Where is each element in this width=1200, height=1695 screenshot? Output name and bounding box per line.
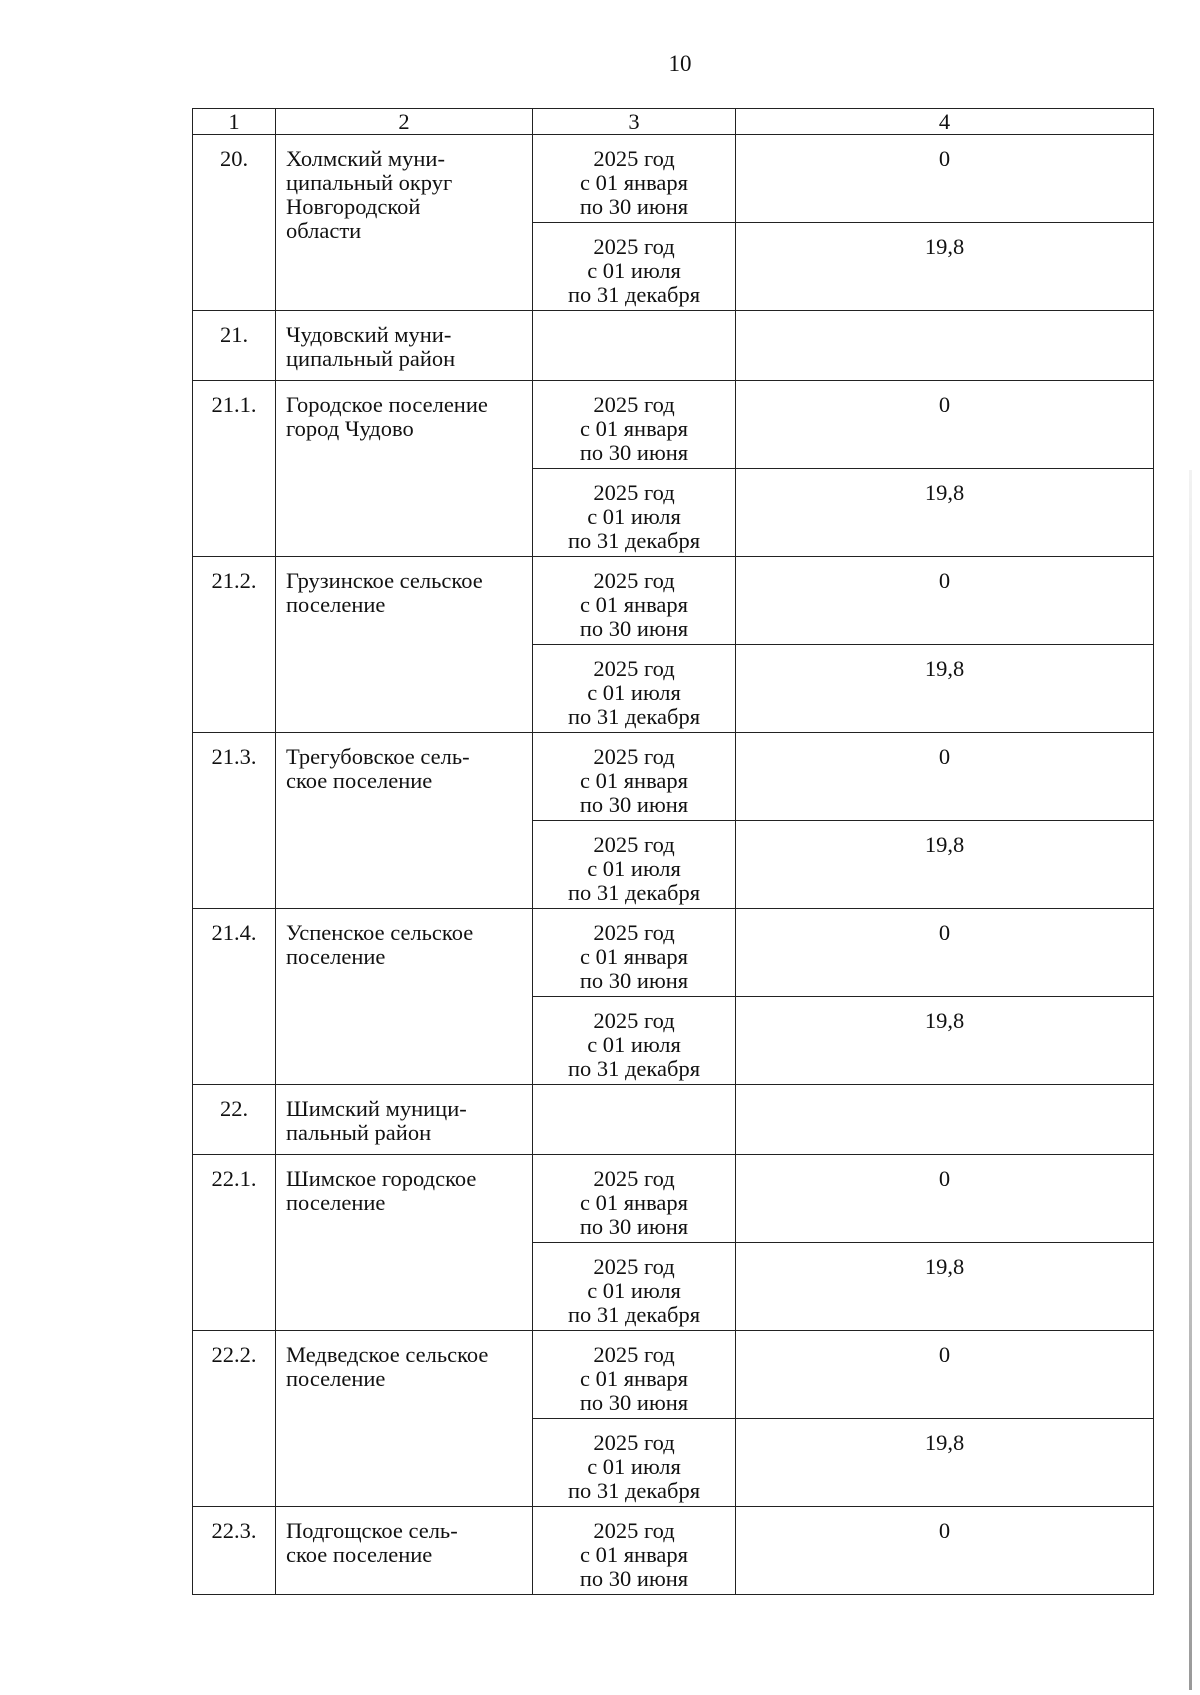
value-cell: 0 (736, 1155, 1154, 1243)
value-cell: 19,8 (736, 223, 1154, 311)
period-line: с 01 января (579, 1366, 689, 1391)
municipality-name-line: город Чудово (286, 416, 414, 441)
row-number-cell: 22.1. (193, 1155, 276, 1331)
table-header-row (193, 109, 1154, 135)
municipality-name-line: Чудовский муни- (286, 322, 452, 347)
period-line: по 31 декабря (567, 528, 701, 553)
period-cell (533, 469, 736, 557)
period-cell (533, 1243, 736, 1331)
row-number-cell: 22.3. (193, 1507, 276, 1595)
period-line: по 31 декабря (567, 1056, 701, 1081)
municipality-name-line: Новгородской (286, 194, 421, 219)
period-line: 2025 год (593, 480, 675, 505)
period-line: по 30 июня (579, 1390, 689, 1415)
period-line: 2025 год (593, 234, 675, 259)
municipality-name-line: Холмский муни- (286, 146, 445, 171)
period-line: с 01 января (579, 170, 689, 195)
table-row (193, 909, 1154, 997)
period-line: 2025 год (593, 1254, 675, 1279)
period-line: с 01 января (579, 944, 689, 969)
row-number-cell: 21.1. (193, 381, 276, 557)
municipality-name-line: ское поселение (286, 768, 433, 793)
period-cell (533, 1419, 736, 1507)
header-cell-3: 3 (533, 109, 736, 135)
period-cell (533, 1155, 736, 1243)
municipality-name-cell (276, 909, 533, 1085)
municipality-name-line: Трегубовское сель- (286, 744, 470, 769)
table-row (193, 1331, 1154, 1419)
period-line: с 01 января (579, 592, 689, 617)
period-cell (533, 135, 736, 223)
period-line: с 01 июля (587, 856, 681, 881)
page-number: 10 (668, 51, 692, 76)
period-line: 2025 год (593, 568, 675, 593)
period-line: 2025 год (593, 1342, 675, 1367)
value-cell: 0 (736, 733, 1154, 821)
table-row (193, 1507, 1154, 1595)
period-line: 2025 год (593, 1166, 675, 1191)
period-line: по 31 декабря (567, 282, 701, 307)
period-line: с 01 июля (587, 1032, 681, 1057)
period-line: с 01 января (579, 768, 689, 793)
period-line: с 01 июля (587, 1278, 681, 1303)
period-cell (533, 733, 736, 821)
period-line: по 30 июня (579, 1214, 689, 1239)
period-line: 2025 год (593, 744, 675, 769)
municipality-name-line: Шимское городское (286, 1166, 477, 1191)
table-row (193, 135, 1154, 223)
period-cell (533, 821, 736, 909)
period-line: по 31 декабря (567, 880, 701, 905)
table-row (193, 733, 1154, 821)
value-cell: 19,8 (736, 1419, 1154, 1507)
period-line: 2025 год (593, 1518, 675, 1543)
municipality-name-line: Медведское сельское (286, 1342, 489, 1367)
scan-edge-shadow (1189, 470, 1192, 1690)
row-number-cell: 21. (193, 311, 276, 381)
municipality-name-cell (276, 135, 533, 311)
municipality-name-line: Шимский муници- (286, 1096, 467, 1121)
municipality-name-cell (276, 1155, 533, 1331)
period-line: с 01 июля (587, 680, 681, 705)
value-cell: 0 (736, 557, 1154, 645)
value-cell: 19,8 (736, 821, 1154, 909)
municipality-name-line: области (286, 218, 362, 243)
empty-period-cell (533, 311, 736, 381)
table-row (193, 381, 1154, 469)
value-cell: 0 (736, 135, 1154, 223)
table-body (193, 109, 1154, 1595)
period-line: 2025 год (593, 656, 675, 681)
municipality-name-line: поселение (286, 592, 386, 617)
period-cell (533, 381, 736, 469)
municipality-name-line: Успенское сельское (286, 920, 474, 945)
municipality-name-line: поселение (286, 1366, 386, 1391)
municipality-name-line: ское поселение (286, 1542, 433, 1567)
municipality-name-cell (276, 381, 533, 557)
period-line: 2025 год (593, 146, 675, 171)
table-row (193, 1085, 1154, 1155)
municipality-name-line: Городское поселение (286, 392, 488, 417)
period-line: с 01 июля (587, 1454, 681, 1479)
municipality-name-cell (276, 1331, 533, 1507)
header-cell-2: 2 (276, 109, 533, 135)
period-line: по 31 декабря (567, 704, 701, 729)
empty-value-cell (736, 1085, 1154, 1155)
period-line: 2025 год (593, 920, 675, 945)
municipality-name-line: поселение (286, 944, 386, 969)
period-cell (533, 1507, 736, 1595)
period-line: 2025 год (593, 1008, 675, 1033)
value-cell: 19,8 (736, 1243, 1154, 1331)
municipality-name-line: ципальный округ (286, 170, 453, 195)
value-cell: 19,8 (736, 645, 1154, 733)
period-line: с 01 июля (587, 504, 681, 529)
value-cell: 19,8 (736, 469, 1154, 557)
municipality-name-cell (276, 1085, 533, 1155)
row-number-cell: 22.2. (193, 1331, 276, 1507)
row-number-cell: 21.3. (193, 733, 276, 909)
value-cell: 19,8 (736, 997, 1154, 1085)
period-line: по 30 июня (579, 792, 689, 817)
municipality-name-line: Подгощское сель- (286, 1518, 458, 1543)
period-line: 2025 год (593, 832, 675, 857)
value-cell: 0 (736, 909, 1154, 997)
period-line: с 01 января (579, 1542, 689, 1567)
value-cell: 0 (736, 1507, 1154, 1595)
value-cell: 0 (736, 1331, 1154, 1419)
period-cell (533, 223, 736, 311)
row-number-cell: 22. (193, 1085, 276, 1155)
period-line: по 30 июня (579, 1566, 689, 1591)
municipality-name-line: ципальный район (286, 346, 456, 371)
header-cell-4: 4 (736, 109, 1154, 135)
municipality-name-cell (276, 557, 533, 733)
period-line: с 01 января (579, 1190, 689, 1215)
municipality-name-line: Грузинское сельское (286, 568, 483, 593)
period-line: по 30 июня (579, 440, 689, 465)
period-line: с 01 июля (587, 258, 681, 283)
period-line: 2025 год (593, 1430, 675, 1455)
period-cell (533, 1331, 736, 1419)
municipality-name-line: поселение (286, 1190, 386, 1215)
period-cell (533, 557, 736, 645)
row-number-cell: 21.4. (193, 909, 276, 1085)
period-cell (533, 645, 736, 733)
period-line: по 31 декабря (567, 1478, 701, 1503)
row-number-cell: 21.2. (193, 557, 276, 733)
empty-value-cell (736, 311, 1154, 381)
municipality-name-cell (276, 733, 533, 909)
municipality-name-line: пальный район (286, 1120, 432, 1145)
period-line: по 30 июня (579, 968, 689, 993)
value-cell: 0 (736, 381, 1154, 469)
period-cell (533, 909, 736, 997)
table-row (193, 311, 1154, 381)
municipality-name-cell (276, 311, 533, 381)
period-line: с 01 января (579, 416, 689, 441)
municipality-name-cell (276, 1507, 533, 1595)
table-row (193, 557, 1154, 645)
period-line: 2025 год (593, 392, 675, 417)
table-row (193, 1155, 1154, 1243)
header-cell-1: 1 (193, 109, 276, 135)
period-cell (533, 997, 736, 1085)
empty-period-cell (533, 1085, 736, 1155)
period-line: по 31 декабря (567, 1302, 701, 1327)
period-line: по 30 июня (579, 616, 689, 641)
tariff-table (192, 108, 1154, 1595)
row-number-cell: 20. (193, 135, 276, 311)
period-line: по 30 июня (579, 194, 689, 219)
